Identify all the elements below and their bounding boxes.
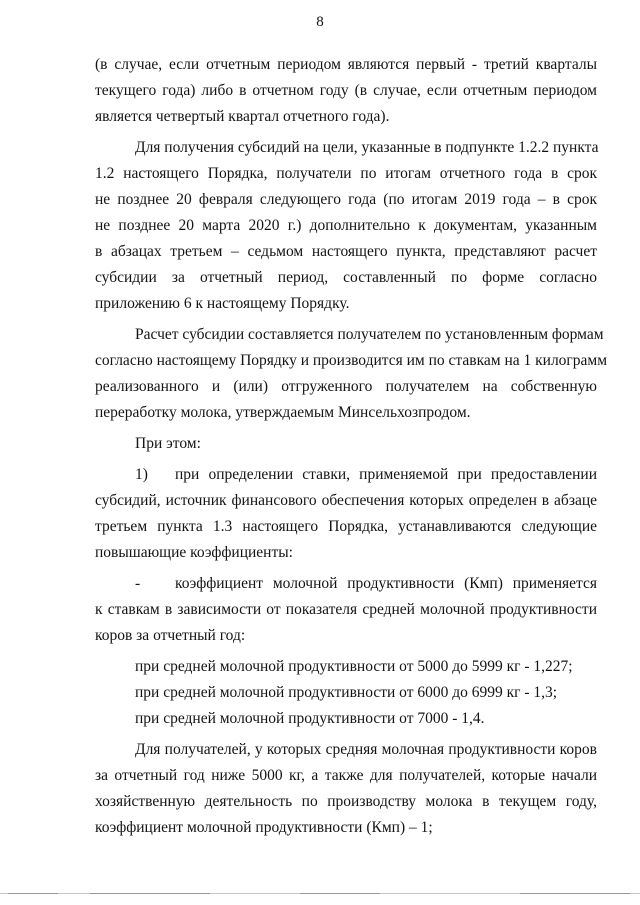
text-line: к ставкам в зависимости от показателя средней молочной продуктивности [95, 601, 597, 618]
text-line: субсидий, источник финансового обеспечения которых определен в абзаце [95, 492, 597, 509]
text-line: в абзацах третьем – седьмом настоящего пункта, представляют расчет [95, 243, 597, 260]
text-line: согласно настоящему Порядку и производится им по ставкам на 1 килограмм [95, 352, 608, 369]
text-line: Расчет субсидии составляется получателем по установленным формам [135, 326, 604, 343]
text-line: субсидии за отчетный период, составленный по форме согласно [95, 269, 597, 286]
scan-mark [520, 893, 630, 894]
text-line: 1.2 настоящего Порядка, получатели по итогам отчетного года в срок [95, 165, 597, 182]
scan-mark [90, 893, 210, 894]
text-line: текущего года) либо в отчетном году (в случае, если отчетным периодом [95, 82, 597, 99]
text-line: не позднее 20 февраля следующего года (по итогам 2019 года – в срок [95, 191, 597, 208]
text-line: при средней молочной продуктивности от 6000 до 6999 кг - 1,3; [135, 684, 558, 701]
text-line: является четвертый квартал отчетного года). [95, 108, 390, 125]
text-line: за отчетный год ниже 5000 кг, а также для получателей, которые начали [95, 767, 597, 784]
text-line: при определении ставки, применяемой при предоставлении [175, 466, 597, 483]
text-line: Для получения субсидий на цели, указанные в подпункте 1.2.2 пункта [135, 139, 599, 156]
text-line: коэффициент молочной продуктивности (Кмп) применяется [175, 575, 597, 592]
text-line: не позднее 20 марта 2020 г.) дополнительно к документам, указанным [95, 217, 597, 234]
page-number: 8 [316, 14, 324, 30]
text-line: переработку молока, утверждаемым Минсельхозпродом. [95, 404, 471, 421]
text-line: при средней молочной продуктивности от 7000 - 1,4. [135, 710, 485, 727]
text-line: хозяйственную деятельность по производству молока в текущем году, [95, 793, 597, 810]
scan-mark [8, 893, 58, 894]
scan-mark [300, 893, 380, 894]
text-line: При этом: [135, 435, 201, 452]
text-line: Для получателей, у которых средняя молочная продуктивности коров [135, 741, 597, 758]
text-line: повышающие коэффициенты: [95, 544, 293, 561]
text-line: коров за отчетный год: [95, 627, 246, 644]
text-line: реализованного и (или) отгруженного получателем на собственную [95, 378, 597, 395]
list-marker: - [135, 575, 141, 592]
text-line: при средней молочной продуктивности от 5000 до 5999 кг - 1,227; [135, 658, 573, 675]
list-marker: 1) [135, 466, 148, 483]
text-line: третьем пункта 1.3 настоящего Порядка, устанавливаются следующие [95, 518, 597, 535]
text-line: приложению 6 к настоящему Порядку. [95, 295, 350, 312]
text-line: (в случае, если отчетным периодом являются первый - третий кварталы [95, 56, 597, 73]
text-line: коэффициент молочной продуктивности (Кмп) – 1; [95, 819, 433, 836]
